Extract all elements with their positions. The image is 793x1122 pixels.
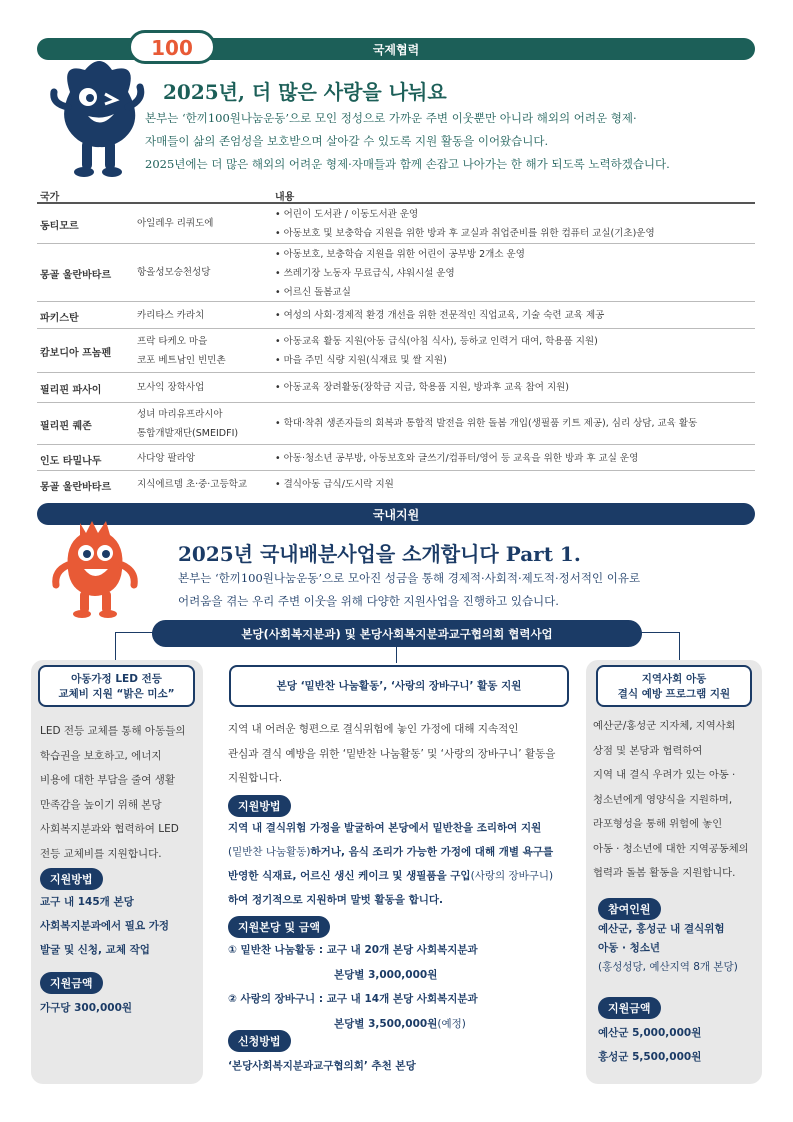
intro-line: 본부는 ‘한끼100원나눔운동’으로 모인 정성으로 가까운 주변 이웃뿐만 아니라 해외의 어려운 형제· xyxy=(145,111,637,125)
org: 사다앙 팔라앙 xyxy=(137,453,196,464)
country: 캄보디아 프놈펜 xyxy=(40,348,112,359)
org: 프락 타케오 마을 코포 베트남인 빈민촌 xyxy=(137,336,226,366)
meal-program-title: 지역사회 아동 결식 예방 프로그램 지원 xyxy=(596,665,752,707)
items: • 학대·착취 생존자들의 회복과 통합적 발전을 위한 돌봄 개입(생필품 키트 제공), 심리 상담, 교육 활동 xyxy=(275,418,698,429)
org: 항올성모승천성당 xyxy=(137,267,211,278)
method-tag: 지원방법 xyxy=(40,868,103,890)
table-row xyxy=(37,403,755,445)
badge-text: 100 xyxy=(151,36,193,60)
method-tag: 지원방법 xyxy=(228,795,291,817)
items: • 여성의 사회·경제적 환경 개선을 위한 전문적인 직업교육, 기술 숙련 교육 제공 xyxy=(275,310,605,321)
connector-line xyxy=(396,647,397,663)
country: 몽골 울란바타르 xyxy=(40,482,112,493)
items: • 결식아동 급식/도시락 지원 xyxy=(275,479,394,490)
table-row xyxy=(37,445,755,471)
connector-line xyxy=(640,632,680,633)
items: • 아동교육 활동 지원(아동 급식(아침 식사), 등하교 인력거 대여, 학용품 지원) • 마을 주민 식량 지원(식재료 및 쌀 지원) xyxy=(275,336,598,366)
intro-line: 본부는 ‘한끼100원나눔운동’으로 모아진 성금을 통해 경제적·사회적·제도적·정서적인 이유로 xyxy=(178,571,641,585)
items: • 아동보호, 보충학습 지원을 위한 어린이 공부방 2개소 운영 • 쓰레기장 노동자 무료급식, 샤워시설 운영 • 어르신 돌봄교실 xyxy=(275,249,525,298)
cooperation-title: 본당(사회복지분과) 및 본당사회복지분과교구협의회 협력사업 xyxy=(241,627,553,641)
table-header xyxy=(37,184,755,204)
apply-tag: 신청방법 xyxy=(228,1030,291,1052)
support-tag: 지원본당 및 금액 xyxy=(228,916,330,938)
international-title: 2025년, 더 많은 사랑을 나눠요 xyxy=(163,80,447,104)
people-text: 예산군, 홍성군 내 결식위험 아동 · 청소년 (홍성성당, 예산지역 8개 본당) xyxy=(598,923,738,973)
org: 성녀 마리유프라시아 통합개발재단(SMEIDFI) xyxy=(137,409,239,439)
country: 몽골 울란바타르 xyxy=(40,270,112,281)
table-row xyxy=(37,204,755,244)
items: • 어린이 도서관 / 이동도서관 운영 • 아동보호 및 보충학습 지원을 위한 방과 후 교실과 취업준비를 위한 컴퓨터 교실(기초)운영 xyxy=(275,209,655,239)
table-row xyxy=(37,471,755,497)
section-bar-domestic xyxy=(37,503,755,525)
orange-monster-mascot-icon xyxy=(50,515,140,620)
navy-monster-mascot-icon xyxy=(50,52,145,182)
section-label: 국내지원 xyxy=(372,508,420,522)
table-row xyxy=(37,329,755,373)
meal-program-body: 예산군/홍성군 지자체, 지역사회 상점 및 본당과 협력하여 지역 내 결식 우려가 있는 아동 · 청소년에게 영양식을 지원하며, 라포형성을 통해 위험에 놓인 아동 · 청소년에 대한 지역공동체의 협력과 돌봄 활동을 지원합니다. xyxy=(593,720,749,879)
led-support-body: LED 전등 교체를 통해 아동들의 학습권을 보호하고, 에너지 비용에 대한 부담을 줄여 생활 만족감을 높이기 위해 본당 사회복지분과와 협력하여 LED 전등 교체비를 지원합니다. xyxy=(40,725,186,860)
led-method: 교구 내 145개 본당 사회복지분과에서 필요 가정 발굴 및 신청, 교체 작업 xyxy=(40,896,170,956)
international-table xyxy=(37,184,755,497)
country: 필리핀 퀘존 xyxy=(40,421,92,432)
country: 동티모르 xyxy=(40,221,79,232)
org: 카리타스 카라치 xyxy=(137,310,205,321)
apply-text: ‘본당사회복지분과교구협의회’ 추천 본당 xyxy=(228,1060,416,1072)
amount-tag: 지원금액 xyxy=(40,972,103,994)
side-dish-support-body: 지역 내 어려운 형편으로 결식위험에 놓인 가정에 대해 지속적인 관심과 결식 예방을 위한 ‘밑반찬 나눔활동’ 및 ‘사랑의 장바구니’ 활동을 지원합니다. xyxy=(228,723,556,784)
country: 파키스탄 xyxy=(40,313,79,324)
support-list: ① 밑반찬 나눔활동 : 교구 내 20개 본당 사회복지분과 본당별 3,000,000원 ② 사랑의 장바구니 : 교구 내 14개 본당 사회복지분과 본당별 3,500,000원(예정) xyxy=(228,944,478,1030)
intro-line: 어려움을 겪는 우리 주변 이웃을 위해 다양한 지원사업을 진행하고 있습니다. xyxy=(178,594,559,608)
org: 아일레우 리쿼도에 xyxy=(137,218,214,229)
org: 지식에르뎀 초·중·고등학교 xyxy=(137,479,248,490)
international-intro xyxy=(145,107,765,176)
table-row xyxy=(37,373,755,403)
intro-line: 2025년에는 더 많은 해외의 어려운 형제·자매들과 함께 손잡고 나아가는 한 해가 되도록 노력하겠습니다. xyxy=(145,157,670,171)
table-row xyxy=(37,244,755,302)
org: 모사익 장학사업 xyxy=(137,382,205,393)
domestic-title: 2025년 국내배분사업을 소개합니다 Part 1. xyxy=(178,542,581,566)
domestic-intro xyxy=(178,567,768,613)
side-dish-support-title: 본당 ‘밑반찬 나눔활동’, ‘사랑의 장바구니’ 활동 지원 xyxy=(229,665,569,707)
led-amount: 가구당 300,000원 xyxy=(40,1002,133,1014)
table-row xyxy=(37,302,755,329)
items: • 아동·청소년 공부방, 아동보호와 글쓰기/컴퓨터/영어 등 교육을 위한 방과 후 교실 운영 xyxy=(275,453,639,464)
led-support-title: 아동가정 LED 전등 교체비 지원 “밝은 미소” xyxy=(38,665,195,707)
side-dish-method: 지역 내 결식위험 가정을 발굴하여 본당에서 밑반찬을 조리하여 지원 (밑반찬 나눔활동)하거나, 음식 조리가 가능한 가정에 대해 개별 욕구를 반영한 식재료, 어르신 생신 케이크 및 생필품을 구입(사랑의 장바구니) 하여 정기적으로 지원하며 말벗 활동을 합니다. xyxy=(228,822,554,906)
amount-tag: 지원금액 xyxy=(598,997,661,1019)
people-tag: 참여인원 xyxy=(598,898,661,920)
intro-line: 자매들이 삶의 존엄성을 보호받으며 살아갈 수 있도록 지원 활동을 이어왔습니다. xyxy=(145,134,549,148)
items: • 아동교육 장려활동(장학금 지급, 학용품 지원, 방과후 교육 참여 지원) xyxy=(275,382,570,393)
header-content: 내용 xyxy=(275,192,295,203)
country: 인도 타밀나두 xyxy=(40,456,102,467)
connector-line xyxy=(115,632,155,633)
meal-amount: 예산군 5,000,000원 홍성군 5,500,000원 xyxy=(598,1027,702,1063)
cooperation-header xyxy=(152,620,642,647)
section-label: 국제협력 xyxy=(372,43,420,57)
header-country: 국가 xyxy=(40,192,60,203)
country: 필리핀 파사이 xyxy=(40,385,102,396)
